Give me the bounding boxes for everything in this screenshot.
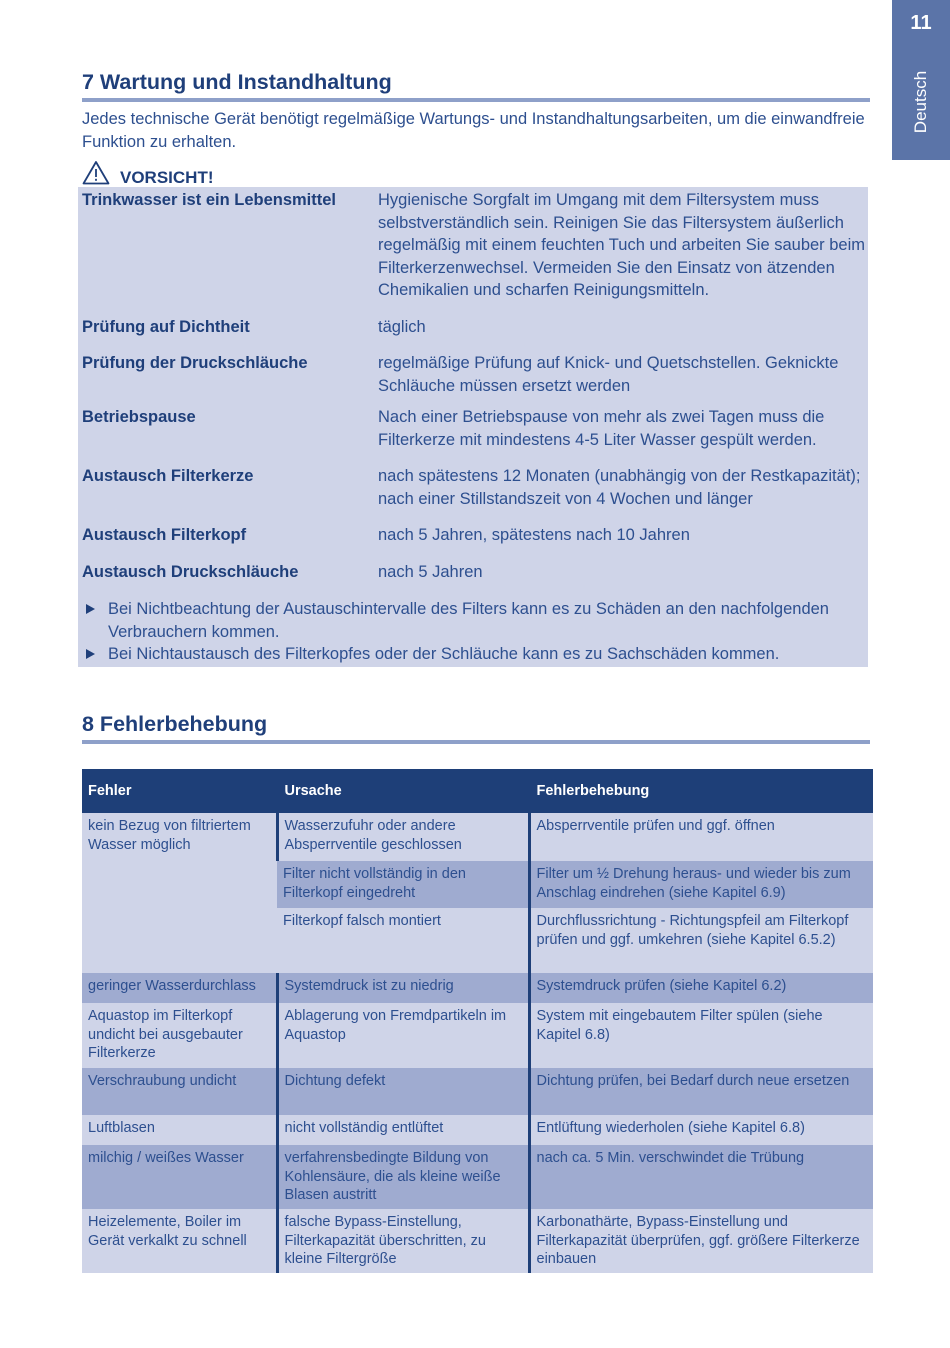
table-row	[82, 1068, 873, 1115]
language-tab	[892, 0, 950, 160]
caution-row-value: Hygienische Sorgfalt im Umgang mit dem Filtersystem muss selbstverständlich sein. Reinigen Sie das Filtersystem äußerlich regelmäßig mit einem feuchten Tuch und arbeiten Sie sauber beim Filterkerzenwechsel. Vermeiden Sie den Einsatz von ätzenden Chemikalien und scharfen Reinigungsmitteln.	[378, 191, 866, 299]
troubleshooting-table	[82, 769, 873, 1273]
cell-fehlerbehebung: Dichtung prüfen, bei Bedarf durch neue ersetzen	[529, 1068, 873, 1115]
table-row	[82, 1115, 873, 1145]
table-row	[82, 973, 873, 1003]
caution-row-value: nach spätestens 12 Monaten (unabhängig von der Restkapazität); nach einer Stillstandszeit von 4 Wochen und länger	[378, 467, 861, 508]
caution-title: VORSICHT!	[120, 168, 214, 187]
cell-fehlerbehebung: Karbonathärte, Bypass-Einstellung und Filterkapazität überprüfen, ggf. größere Filterkerze einbauen	[529, 1209, 873, 1273]
caution-row-label: Trinkwasser ist ein Lebensmittel	[82, 191, 337, 209]
caution-row-value: täglich	[378, 318, 426, 336]
bullet-arrow-icon	[86, 604, 95, 614]
cell-fehlerbehebung: Entlüftung wiederholen (siehe Kapitel 6.8)	[529, 1115, 873, 1145]
bullet-text: Bei Nichtbeachtung der Austauschintervalle des Filters kann es zu Schäden an den nachfolgenden Verbrauchern kommen.	[108, 600, 829, 641]
section-8-rule	[82, 740, 870, 744]
table-row	[82, 1003, 873, 1068]
cell-fehlerbehebung: Absperrventile prüfen und ggf. öffnen	[529, 813, 873, 861]
section-8-title: 8 Fehlerbehebung	[82, 712, 268, 736]
header-fehlerbehebung: Fehlerbehebung	[529, 769, 873, 813]
table-row	[82, 813, 873, 861]
cell-ursache: Wasserzufuhr oder andere Absperrventile geschlossen	[277, 813, 529, 861]
cell-fehler: geringer Wasserdurchlass	[82, 973, 277, 1003]
warning-triangle-icon	[82, 160, 110, 185]
section-7-title: 7 Wartung und Instandhaltung	[82, 70, 392, 94]
cell-ursache: Dichtung defekt	[277, 1068, 529, 1115]
caution-bullet	[84, 643, 864, 666]
caution-row-value: nach 5 Jahren	[378, 563, 483, 581]
cell-ursache: Filter nicht vollständig in den Filterkopf eingedreht	[277, 861, 529, 908]
caution-bullet	[84, 598, 864, 643]
table-row	[82, 1145, 873, 1209]
caution-bullets	[84, 598, 864, 666]
cell-fehler: Verschraubung undicht	[82, 1068, 277, 1115]
cell-fehler: Heizelemente, Boiler im Gerät verkalkt zu schnell	[82, 1209, 277, 1273]
cell-fehler: Luftblasen	[82, 1115, 277, 1145]
section-7-intro: Jedes technische Gerät benötigt regelmäßige Wartungs- und Instandhaltungsarbeiten, um die einwandfreie Funktion zu erhalten.	[82, 110, 865, 151]
section-7-rule	[82, 98, 870, 102]
cell-ursache: verfahrensbedingte Bildung von Kohlensäure, die als kleine weiße Blasen austritt	[277, 1145, 529, 1209]
caution-box	[78, 187, 868, 667]
cell-fehlerbehebung: Systemdruck prüfen (siehe Kapitel 6.2)	[529, 973, 873, 1003]
cell-fehlerbehebung: System mit eingebautem Filter spülen (siehe Kapitel 6.8)	[529, 1003, 873, 1068]
header-ursache: Ursache	[277, 769, 529, 813]
cell-ursache: Systemdruck ist zu niedrig	[277, 973, 529, 1003]
table-row	[82, 1209, 873, 1273]
caution-row-label: Prüfung auf Dichtheit	[82, 318, 250, 336]
cell-ursache: nicht vollständig entlüftet	[277, 1115, 529, 1145]
caution-row-value: regelmäßige Prüfung auf Knick- und Quetschstellen. Geknickte Schläuche müssen ersetzt werden	[378, 354, 839, 395]
header-fehler: Fehler	[82, 769, 277, 813]
cell-fehler: Aquastop im Filterkopf undicht bei ausgebauter Filterkerze	[82, 1003, 277, 1068]
caution-row-value: Nach einer Betriebspause von mehr als zwei Tagen muss die Filterkerze mit mindestens 4-5 Liter Wasser gespült werden.	[378, 408, 825, 449]
page-number: 11	[910, 12, 932, 34]
cell-fehler: kein Bezug von filtriertem Wasser möglich	[82, 813, 277, 973]
caution-row-value: nach 5 Jahren, spätestens nach 10 Jahren	[378, 526, 690, 544]
bullet-text: Bei Nichtaustausch des Filterkopfes oder der Schläuche kann es zu Sachschäden kommen.	[108, 645, 780, 663]
cell-fehlerbehebung: nach ca. 5 Min. verschwindet die Trübung	[529, 1145, 873, 1209]
cell-ursache: falsche Bypass-Einstellung, Filterkapazität überschritten, zu kleine Filtergröße	[277, 1209, 529, 1273]
caution-row-label: Austausch Filterkopf	[82, 526, 247, 544]
caution-row-label: Austausch Druckschläuche	[82, 563, 299, 581]
caution-row-label: Austausch Filterkerze	[82, 467, 254, 485]
cell-fehler: milchig / weißes Wasser	[82, 1145, 277, 1209]
language-label: Deutsch	[911, 70, 930, 134]
caution-heading	[82, 160, 214, 185]
table-header-row	[82, 769, 873, 813]
caution-row-label: Prüfung der Druckschläuche	[82, 354, 308, 372]
caution-row-label: Betriebspause	[82, 408, 196, 426]
bullet-arrow-icon	[86, 649, 95, 659]
cell-ursache: Ablagerung von Fremdpartikeln im Aquastop	[277, 1003, 529, 1068]
cell-fehlerbehebung: Filter um ½ Drehung heraus- und wieder bis zum Anschlag eindrehen (siehe Kapitel 6.9)	[529, 861, 873, 908]
cell-ursache: Filterkopf falsch montiert	[277, 908, 529, 973]
cell-fehlerbehebung: Durchflussrichtung - Richtungspfeil am Filterkopf prüfen und ggf. umkehren (siehe Kapitel 6.5.2)	[529, 908, 873, 973]
